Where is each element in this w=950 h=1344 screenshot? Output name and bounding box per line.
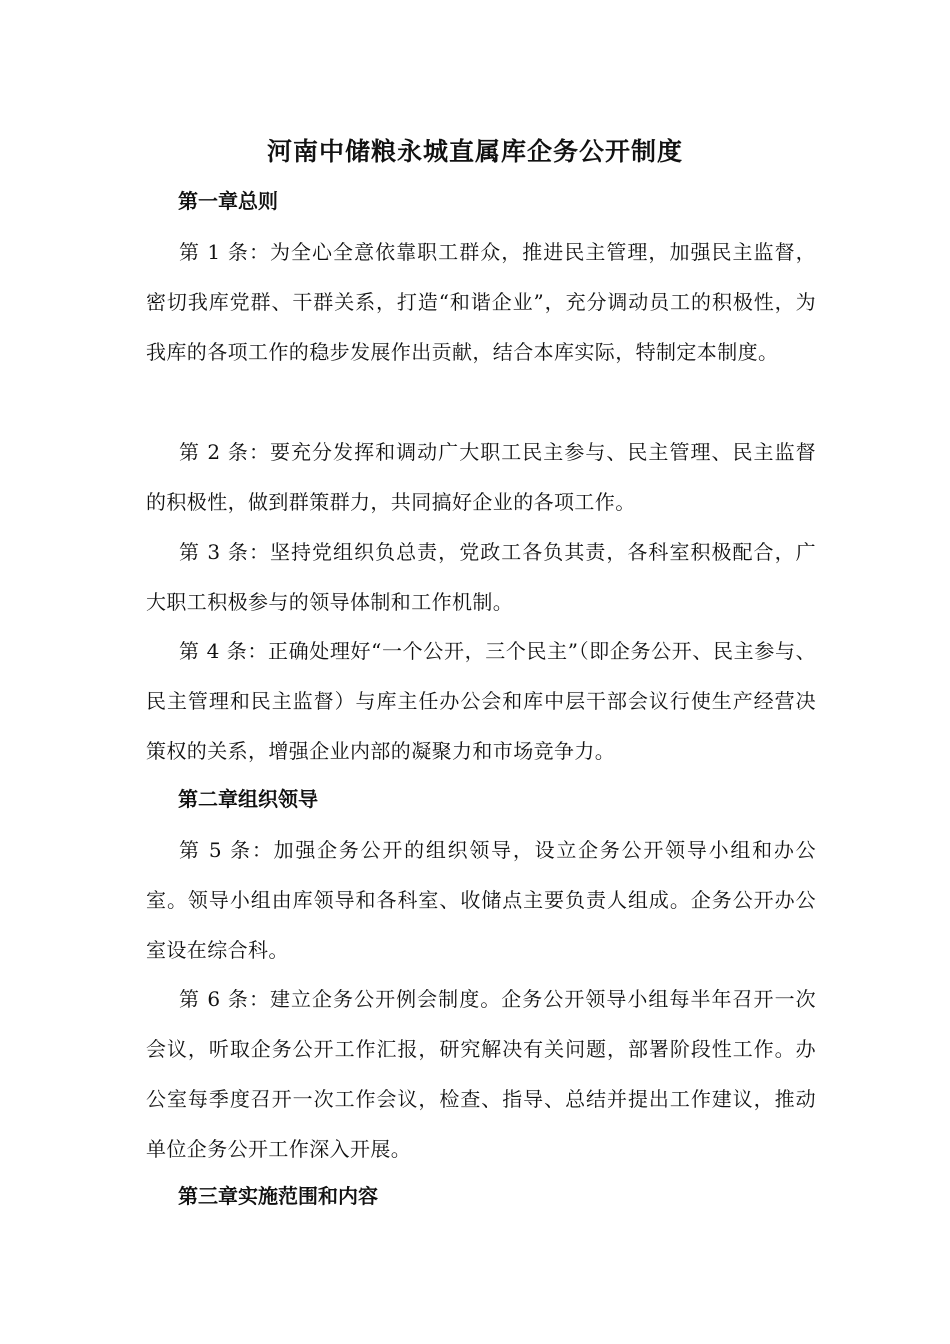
chapter-3-heading: 第三章实施范围和内容: [178, 1184, 378, 1208]
document-title: 河南中储粮永城直属库企务公开制度: [266, 137, 683, 166]
chapter-2-heading: 第二章组织领导: [178, 787, 318, 811]
article-5: 第 5 条：加强企务公开的组织领导，设立企务公开领导小组和办公室。领导小组由库领导和各科室、收储点主要负责人组成。企务公开办公室设在综合科。: [146, 838, 816, 962]
chapter-1-heading: 第一章总则: [178, 189, 278, 213]
article-6: 第 6 条：建立企务公开例会制度。企务公开领导小组每半年召开一次会议，听取企务公开工作汇报，研究解决有关问题，部署阶段性工作。办公室每季度召开一次工作会议，检查、指导、总结并提出工作建议，推动单位企务公开工作深入开展。: [146, 987, 816, 1161]
article-3: 第 3 条：坚持党组织负总责，党政工各负其责，各科室积极配合，广大职工积极参与的领导体制和工作机制。: [146, 540, 816, 614]
article-4: 第 4 条：正确处理好“一个公开，三个民主”（即企务公开、民主参与、民主管理和民主监督）与库主任办公会和库中层干部会议行使生产经营决策权的关系，增强企业内部的凝聚力和市场竞争力。: [146, 639, 816, 763]
article-2: 第 2 条：要充分发挥和调动广大职工民主参与、民主管理、民主监督的积极性，做到群策群力，共同搞好企业的各项工作。: [146, 440, 816, 514]
article-1: 第 1 条：为全心全意依靠职工群众，推进民主管理，加强民主监督，密切我库党群、干群关系，打造“和谐企业”，充分调动员工的积极性，为我库的各项工作的稳步发展作出贡献，结合本库实际，特制定本制度。: [146, 240, 816, 364]
